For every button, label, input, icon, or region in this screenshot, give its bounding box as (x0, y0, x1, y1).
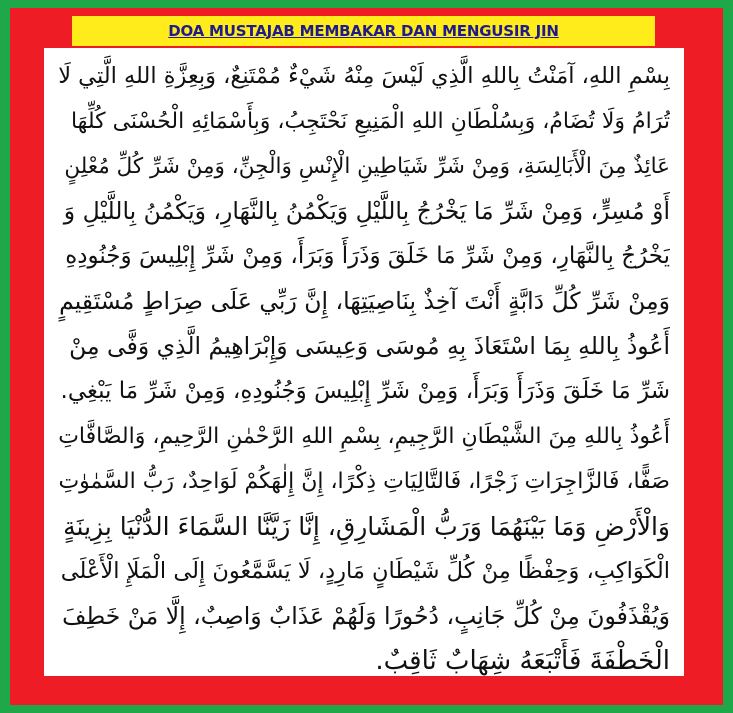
prayer-line-3: عَائِذٌ مِنَ الْأَبَالِسَةِ، وَمِنْ شَرِّ شَيَاطِينِ الْإِنْسِ وَالْجِنِّ، وَمِنْ شَرِّ كُلِّ مُعْلِنٍ (64, 154, 670, 179)
prayer-line-5: يَخْرُجُ بِالنَّهَارِ، وَمِنْ شَرِّ مَا خَلَقَ وَذَرَأَ وَبَرَأَ، وَمِنْ شَرِّ إِبْلِيسَ وَجُنُودِهِ (65, 243, 670, 269)
prayer-line-4: أَوْ مُسِرٍّ، وَمِنْ شَرِّ مَا يَخْرُجُ بِاللَّيْلِ وَيَكْمُنُ بِالنَّهَارِ، وَيَكْمُنُ بِاللَّيْلِ وَ (63, 197, 670, 225)
prayer-line-11: وَالْأَرْضِ وَمَا بَيْنَهُمَا وَرَبُّ الْمَشَارِقِ، إِنَّا زَيَّنَّا السَّمَاءَ الدُّنْيَا بِزِينَةٍ (63, 512, 670, 541)
prayer-line-14: الْخَطْفَةَ فَأَتْبَعَهُ شِهَابٌ ثَاقِبٌ. (375, 646, 670, 676)
prayer-line-10: صَفًّا، فَالزَّاجِرَاتِ زَجْرًا، فَالتَّالِيَاتِ ذِكْرًا، إِنَّ إِلٰهَكُمْ لَوَاحِدٌ، رَبُّ السَّمٰوٰتِ (58, 469, 670, 494)
prayer-line-6: وَمِنْ شَرِّ كُلِّ دَابَّةٍ أَنْتَ آخِذٌ بِنَاصِيَتِهَا، إِنَّ رَبِّي عَلَى صِرَاطٍ مُسْتَقِيمٍ (59, 287, 670, 315)
title-banner (72, 16, 655, 46)
prayer-line-2: تُرَامُ وَلَا تُضَامُ، وَبِسُلْطَانِ اللهِ الْمَنِيعِ نَحْتَجِبُ، وَبِأَسْمَائِهِ الْحُسْنَى كُلِّهَا (70, 109, 670, 134)
prayer-line-13: وَيُقْذَفُونَ مِنْ كُلِّ جَانِبٍ، دُحُورًا وَلَهُمْ عَذَابٌ وَاصِبٌ، إِلَّا مَنْ خَطِفَ (62, 602, 670, 630)
prayer-line-8: شَرِّ مَا خَلَقَ وَذَرَأَ وَبَرَأَ، وَمِنْ شَرِّ إِبْلِيسَ وَجُنُودِهِ، وَمِنْ شَرِّ مَا يَبْغِي. (60, 378, 670, 404)
prayer-line-9: أَعُوذُ بِاللهِ مِنَ الشَّيْطَانِ الرَّجِيمِ، بِسْمِ اللهِ الرَّحْمٰنِ الرَّحِيمِ، وَالصَّافَّاتِ (58, 424, 670, 449)
prayer-line-7: أَعُوذُ بِاللهِ بِمَا اسْتَعَاذَ بِهِ مُوسَى وَعِيسَى وَإِبْرَاهِيمُ الَّذِي وَفَّى مِنْ (69, 332, 670, 360)
page-title: DOA MUSTAJAB MEMBAKAR DAN MENGUSIR JIN (168, 22, 559, 40)
arabic-prayer-text (58, 54, 670, 684)
prayer-line-1: بِسْمِ اللهِ، آمَنْتُ بِاللهِ الَّذِي لَيْسَ مِنْهُ شَيْءٌ مُمْتَنِعٌ، وَبِعِزَّةِ اللهِ الَّتِي لَا (58, 63, 670, 89)
prayer-line-12: الْكَوَاكِبِ، وَحِفْظًا مِنْ كُلِّ شَيْطَانٍ مَارِدٍ، لَا يَسَّمَّعُونَ إِلَى الْمَلَإِ الْأَعْلَى (60, 558, 670, 584)
prayer-text-panel (44, 48, 684, 676)
